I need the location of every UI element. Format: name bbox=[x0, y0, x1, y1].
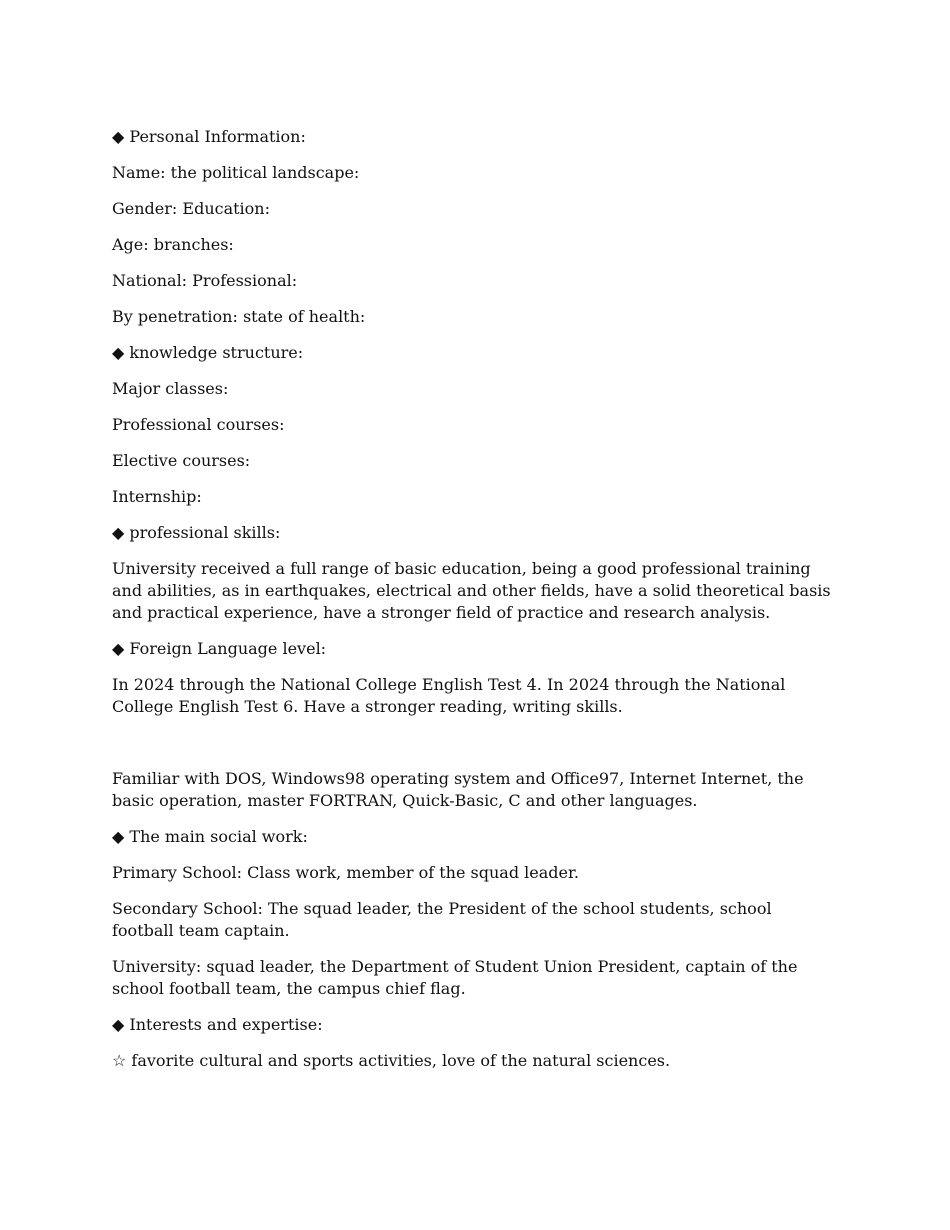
document-page bbox=[112, 126, 837, 1086]
section-heading-interests: ◆ Interests and expertise: bbox=[112, 1015, 323, 1034]
professional-skills-paragraph: University received a full range of basic education, being a good professional training and abilities, as in earthquakes, electrical and other fields, have a solid theoretical basis and practical experience, have a stronger field of practice and research analysis. bbox=[112, 559, 831, 622]
interests-paragraph: ☆ favorite cultural and sports activities, love of the natural sciences. bbox=[112, 1051, 671, 1070]
personal-line-penetration: By penetration: state of health: bbox=[112, 307, 366, 326]
foreign-language-paragraph: In 2024 through the National College English Test 4. In 2024 through the National College English Test 6. Have a stronger reading, writing skills. bbox=[112, 675, 786, 716]
knowledge-line-professional-courses: Professional courses: bbox=[112, 415, 285, 434]
section-heading-knowledge-structure: ◆ knowledge structure: bbox=[112, 343, 304, 362]
blank-line bbox=[112, 732, 837, 768]
knowledge-line-elective-courses: Elective courses: bbox=[112, 451, 251, 470]
section-heading-foreign-language: ◆ Foreign Language level: bbox=[112, 639, 327, 658]
knowledge-line-internship: Internship: bbox=[112, 487, 202, 506]
personal-line-age: Age: branches: bbox=[112, 235, 234, 254]
social-line-primary-school: Primary School: Class work, member of the squad leader. bbox=[112, 863, 579, 882]
section-heading-professional-skills: ◆ professional skills: bbox=[112, 523, 281, 542]
personal-line-national: National: Professional: bbox=[112, 271, 298, 290]
social-line-secondary-school: Secondary School: The squad leader, the President of the school students, school football team captain. bbox=[112, 899, 772, 940]
personal-line-gender: Gender: Education: bbox=[112, 199, 270, 218]
social-line-university: University: squad leader, the Department of Student Union President, captain of the school football team, the campus chief flag. bbox=[112, 957, 798, 998]
knowledge-line-major-classes: Major classes: bbox=[112, 379, 229, 398]
personal-line-name: Name: the political landscape: bbox=[112, 163, 360, 182]
section-heading-social-work: ◆ The main social work: bbox=[112, 827, 308, 846]
section-heading-personal-information: ◆ Personal Information: bbox=[112, 127, 306, 146]
computer-skills-paragraph: Familiar with DOS, Windows98 operating system and Office97, Internet Internet, the basic operation, master FORTRAN, Quick-Basic, C and other languages. bbox=[112, 769, 804, 810]
